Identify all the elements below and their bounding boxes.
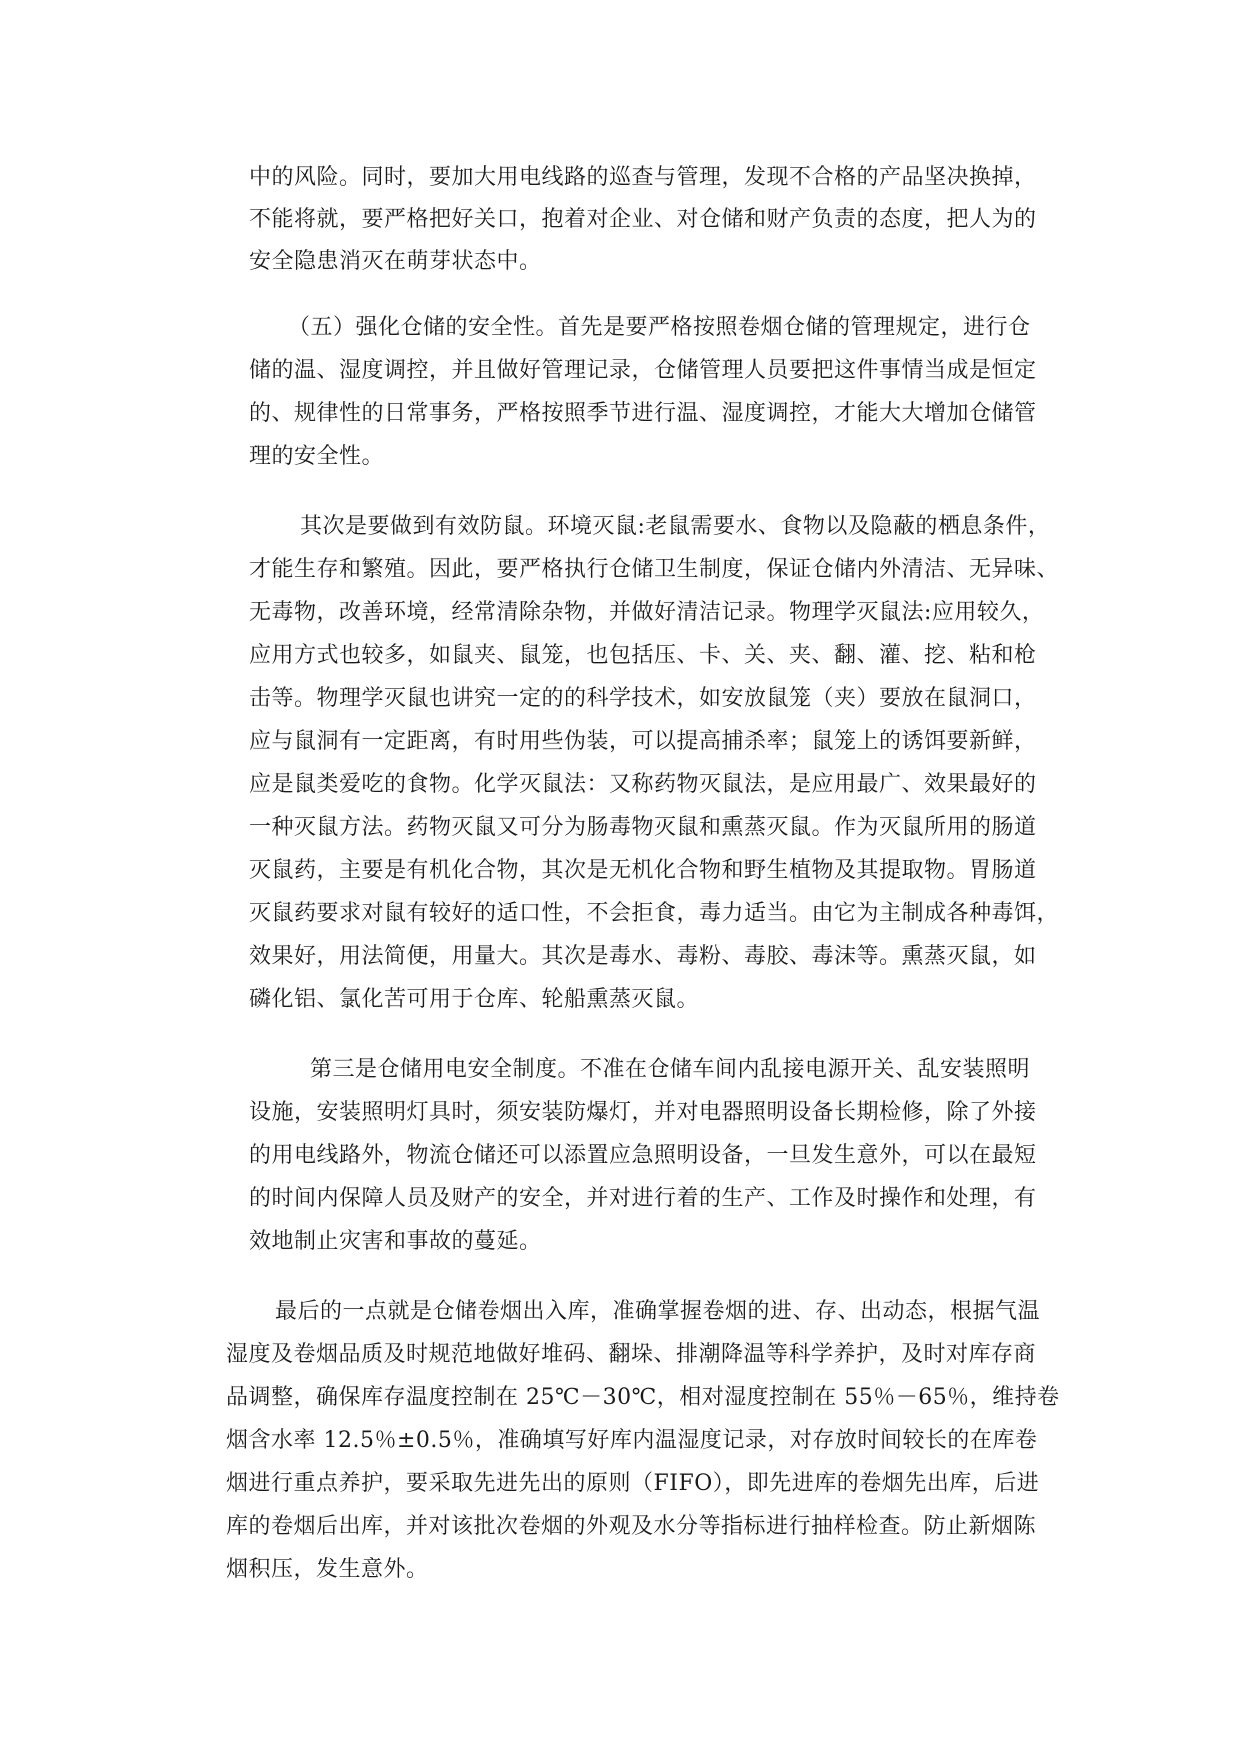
text-line: 的用电线路外，物流仓储还可以添置应急照明设备，一旦发生意外，可以在最短 (249, 1143, 1037, 1168)
text-line: 的、规律性的日常事务，严格按照季节进行温、湿度调控，才能大大增加仓储管 (249, 401, 1037, 426)
text-line: 烟含水率 12.5％±0.5％，准确填写好库内温湿度记录，对存放时间较长的在库卷 (226, 1428, 1038, 1453)
text-line: 品调整，确保库存温度控制在 25℃－30℃，相对湿度控制在 55％－65％，维持卷 (226, 1385, 1060, 1410)
text-line: 无毒物，改善环境，经常清除杂物，并做好清洁记录。物理学灭鼠法:应用较久， (249, 600, 1045, 625)
text-line: 储的温、湿度调控，并且做好管理记录，仓储管理人员要把这件事情当成是恒定 (249, 358, 1037, 383)
text-line: 应是鼠类爱吃的食物。化学灭鼠法：又称药物灭鼠法，是应用最广、效果最好的 (249, 772, 1037, 797)
text-line: 设施，安装照明灯具时，须安装防爆灯，并对电器照明设备长期检修，除了外接 (249, 1100, 1037, 1125)
text-line: 应与鼠洞有一定距离，有时用些伪装，可以提高捕杀率；鼠笼上的诱饵要新鲜， (249, 729, 1037, 754)
text-line: 理的安全性。 (249, 444, 385, 469)
text-line: 烟积压，发生意外。 (226, 1557, 429, 1582)
text-line: 不能将就，要严格把好关口，抱着对企业、对仓储和财产负责的态度，把人为的 (249, 207, 1037, 232)
text-line: 中的风险。同时，要加大用电线路的巡查与管理，发现不合格的产品坚决换掉， (249, 165, 1037, 190)
text-line: 烟进行重点养护，要采取先进先出的原则（FIFO），即先进库的卷烟先出库，后进 (226, 1471, 1040, 1496)
text-line: 击等。物理学灭鼠也讲究一定的的科学技术，如安放鼠笼（夹）要放在鼠洞口， (249, 686, 1037, 711)
text-line: 湿度及卷烟品质及时规范地做好堆码、翻垛、排潮降温等科学养护，及时对库存商 (226, 1342, 1037, 1367)
text-line: 其次是要做到有效防鼠。环境灭鼠:老鼠需要水、食物以及隐蔽的栖息条件， (300, 514, 1051, 539)
text-line: 效果好，用法简便，用量大。其次是毒水、毒粉、毒胶、毒沫等。熏蒸灭鼠，如 (249, 944, 1037, 969)
text-line: 应用方式也较多，如鼠夹、鼠笼，也包括压、卡、关、夹、翻、灌、挖、粘和枪 (249, 643, 1037, 668)
text-line: 灭鼠药要求对鼠有较好的适口性，不会拒食，毒力适当。由它为主制成各种毒饵， (249, 901, 1060, 926)
text-line: 安全隐患消灭在萌芽状态中。 (249, 249, 542, 274)
text-line: 的时间内保障人员及财产的安全，并对进行着的生产、工作及时操作和处理，有 (249, 1186, 1037, 1211)
text-line: 磷化铝、氯化苦可用于仓库、轮船熏蒸灭鼠。 (249, 987, 700, 1012)
text-line: 效地制止灾害和事故的蔓延。 (249, 1229, 542, 1254)
text-line: 灭鼠药，主要是有机化合物，其次是无机化合物和野生植物及其提取物。胃肠道 (249, 858, 1037, 883)
text-line: （五）强化仓储的安全性。首先是要严格按照卷烟仓储的管理规定，进行仓 (288, 315, 1031, 340)
text-line: 库的卷烟后出库，并对该批次卷烟的外观及水分等指标进行抽样检查。防止新烟陈 (226, 1514, 1037, 1539)
text-line: 最后的一点就是仓储卷烟出入库，准确掌握卷烟的进、存、出动态，根据气温 (275, 1299, 1041, 1324)
text-line: 一种灭鼠方法。药物灭鼠又可分为肠毒物灭鼠和熏蒸灭鼠。作为灭鼠所用的肠道 (249, 815, 1037, 840)
text-line: 第三是仓储用电安全制度。不准在仓储车间内乱接电源开关、乱安装照明 (310, 1057, 1031, 1082)
text-line: 才能生存和繁殖。因此，要严格执行仓储卫生制度，保证仓储内外清洁、无异味、 (249, 557, 1060, 582)
